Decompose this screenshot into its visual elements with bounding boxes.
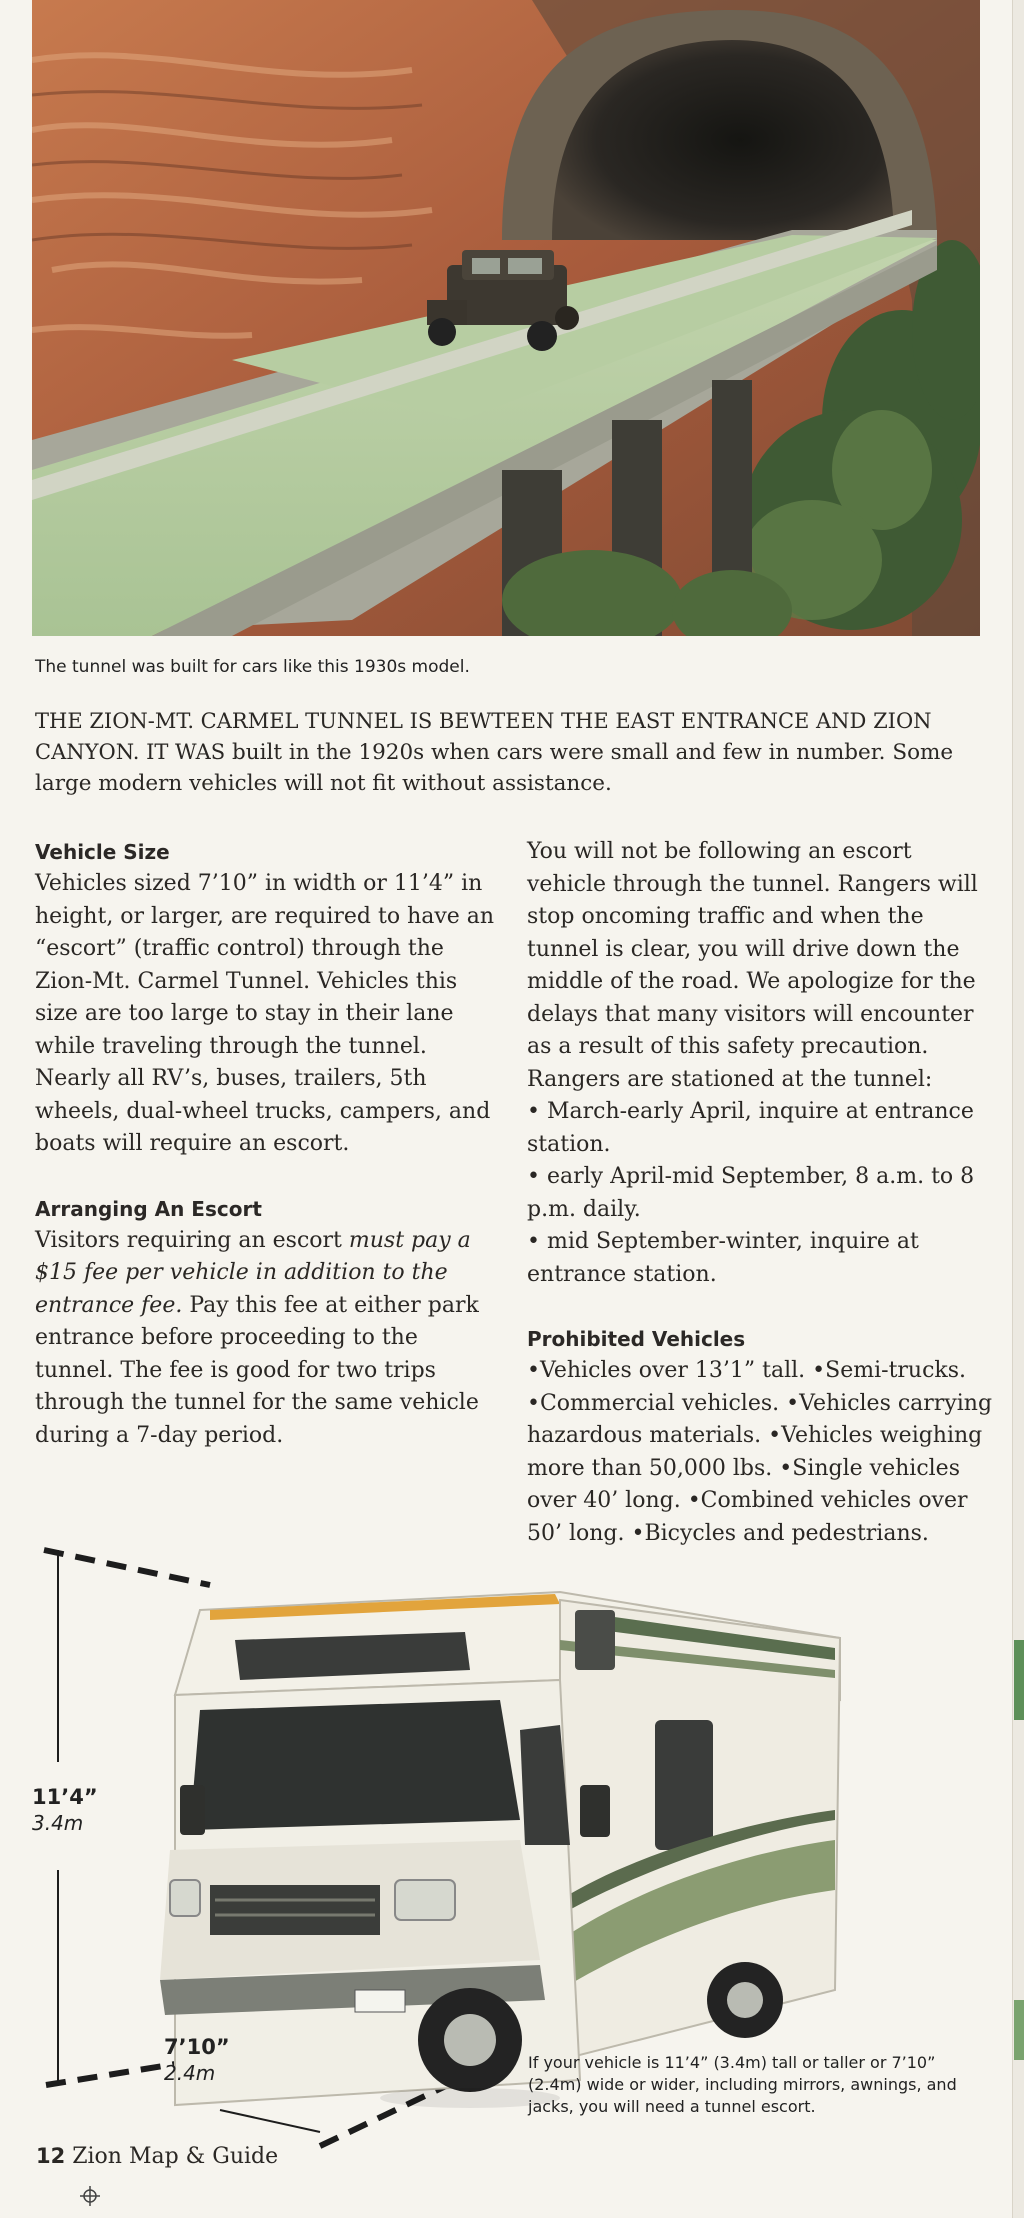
arranging-escort-text: Visitors requiring an escort must pay a $15 fee per vehicle in addition to the entrance fee. Pay this fee at either park entrance before proceeding to the tunnel. The fee is good for two trips through the tunnel for the same vehicle during a 7-day period.	[35, 1227, 479, 1448]
page-number: 12	[36, 2144, 66, 2168]
right-column	[527, 836, 997, 1550]
schedule-item: • early April-mid September, 8 a.m. to 8 p.m. daily.	[527, 1164, 975, 1222]
arranging-escort-heading: Arranging An Escort	[35, 1196, 262, 1221]
height-dimension-label	[32, 1784, 98, 1836]
adjacent-page-color-block	[1014, 1640, 1024, 1720]
width-metric: 2.4m	[164, 2061, 216, 2085]
escort-requirement-note: If your vehicle is 11’4” (3.4m) tall or taller or 7’10” (2.4m) wide or wider, including mirrors, awnings, and jacks, you will need a tunnel escort.	[528, 2053, 957, 2116]
intro-text: built in the 1920s when cars were small and few in number. Some large modern vehicles will not fit without assistance.	[35, 740, 954, 796]
rv-illustration	[160, 1592, 840, 2108]
page-footer	[36, 2144, 278, 2169]
left-column	[35, 836, 503, 1452]
prohibited-vehicles-heading: Prohibited Vehicles	[527, 1327, 746, 1351]
escort-fee-emphasis: must pay a $15 fee per vehicle in addition to the entrance fee.	[35, 1227, 471, 1318]
registration-mark-icon	[80, 2186, 100, 2206]
width-imperial: 7’10”	[164, 2035, 230, 2059]
intro-paragraph	[35, 706, 990, 799]
escort-info-text: You will not be following an escort vehicle through the tunnel. Rangers will stop oncoming traffic and when the tunnel is clear, you will drive down the middle of the road. We apologize for the delays that many visitors will encounter as a result of this safety precaution. Rangers are stationed at the tunnel:	[527, 839, 978, 1092]
width-dimension-label	[164, 2034, 230, 2086]
vehicle-size-text: Vehicles sized 7’10” in width or 11’4” in height, or larger, are required to have an “escort” (traffic control) through the Zion-Mt. Carmel Tunnel. Vehicles this size are too large to stay in their lane while traveling through the tunnel. Nearly all RV’s, buses, trailers, 5th wheels, dual-wheel trucks, campers, and boats will require an escort.	[35, 871, 495, 1156]
height-imperial: 11’4”	[32, 1785, 98, 1809]
photo-caption: The tunnel was built for cars like this 1930s model.	[35, 657, 470, 677]
adjacent-page-edge	[1012, 0, 1024, 2218]
vehicle-size-heading: Vehicle Size	[35, 840, 170, 864]
publication-title: Zion Map & Guide	[72, 2144, 279, 2169]
schedule-item: • mid September-winter, inquire at entrance station.	[527, 1229, 919, 1287]
height-metric: 3.4m	[32, 1811, 84, 1835]
prohibited-vehicles-text: •Vehicles over 13’1” tall. •Semi-trucks. •Commercial vehicles. •Vehicles carrying hazardous materials. •Vehicles weighing more than 50,000 lbs. •Single vehicles over 40’ long. •Combined vehicles over 50’ long. •Bicycles and pedestrians.	[527, 1358, 993, 1546]
schedule-item: • March-early April, inquire at entrance station.	[527, 1099, 974, 1157]
tunnel-photo	[32, 0, 980, 636]
adjacent-page-color-block	[1014, 2000, 1024, 2060]
intro-lead: THE ZION-MT. CARMEL TUNNEL IS BEWTEEN THE EAST ENTRANCE AND ZION CANYON. IT WAS	[35, 709, 932, 764]
